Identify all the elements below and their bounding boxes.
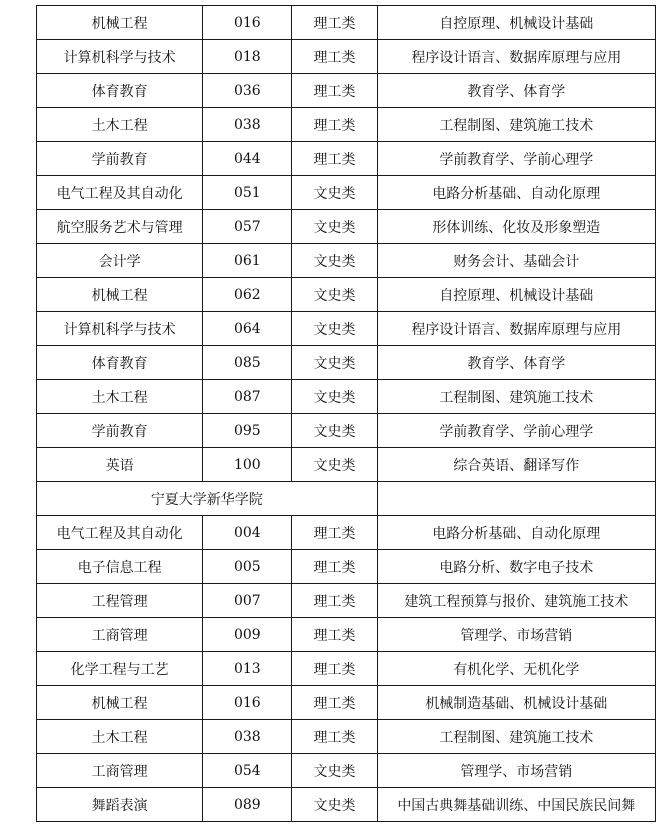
- major-code-cell: 061: [203, 244, 292, 278]
- major-name-cell: 土木工程: [37, 380, 203, 414]
- exam-subjects-cell: 电路分析、数字电子技术: [377, 550, 655, 584]
- major-code-cell: 018: [203, 40, 292, 74]
- exam-subjects-cell: 学前教育学、学前心理学: [377, 142, 655, 176]
- table-row: [37, 652, 656, 686]
- major-code-cell: 062: [203, 278, 292, 312]
- school-header-row: [37, 482, 656, 516]
- major-name-cell: 航空服务艺术与管理: [37, 210, 203, 244]
- major-name-cell: 英语: [37, 448, 203, 482]
- enrollment-table: [36, 5, 656, 822]
- major-name-cell: 电气工程及其自动化: [37, 516, 203, 550]
- major-code-cell: 064: [203, 312, 292, 346]
- exam-subjects-cell: 教育学、体育学: [377, 74, 655, 108]
- exam-subjects-cell: 工程制图、建筑施工技术: [377, 108, 655, 142]
- major-code-cell: 044: [203, 142, 292, 176]
- table-row: [37, 40, 656, 74]
- major-code-cell: 005: [203, 550, 292, 584]
- table-row: [37, 720, 656, 754]
- major-name-cell: 电气工程及其自动化: [37, 176, 203, 210]
- category-cell: 文史类: [292, 414, 377, 448]
- category-cell: 文史类: [292, 788, 377, 822]
- major-code-cell: 016: [203, 6, 292, 40]
- major-code-cell: 007: [203, 584, 292, 618]
- major-name-cell: 体育教育: [37, 346, 203, 380]
- category-cell: 理工类: [292, 74, 377, 108]
- exam-subjects-cell: 有机化学、无机化学: [377, 652, 655, 686]
- major-name-cell: 计算机科学与技术: [37, 40, 203, 74]
- table-row: [37, 516, 656, 550]
- exam-subjects-cell: 工程制图、建筑施工技术: [377, 720, 655, 754]
- category-cell: 文史类: [292, 380, 377, 414]
- major-code-cell: 038: [203, 108, 292, 142]
- major-name-cell: 工商管理: [37, 618, 203, 652]
- school-name-cell: 宁夏大学新华学院: [37, 482, 378, 516]
- category-cell: 理工类: [292, 720, 377, 754]
- exam-subjects-cell: 学前教育学、学前心理学: [377, 414, 655, 448]
- major-name-cell: 工程管理: [37, 584, 203, 618]
- exam-subjects-cell: 电路分析基础、自动化原理: [377, 176, 655, 210]
- exam-subjects-cell: 管理学、市场营销: [377, 754, 655, 788]
- table-row: [37, 142, 656, 176]
- major-code-cell: 004: [203, 516, 292, 550]
- category-cell: 理工类: [292, 108, 377, 142]
- major-name-cell: 电子信息工程: [37, 550, 203, 584]
- major-name-cell: 体育教育: [37, 74, 203, 108]
- table-row: [37, 108, 656, 142]
- category-cell: 理工类: [292, 686, 377, 720]
- table-row: [37, 788, 656, 822]
- table-row: [37, 6, 656, 40]
- category-cell: 理工类: [292, 618, 377, 652]
- major-code-cell: 036: [203, 74, 292, 108]
- category-cell: 理工类: [292, 40, 377, 74]
- major-code-cell: 057: [203, 210, 292, 244]
- category-cell: 理工类: [292, 516, 377, 550]
- exam-subjects-cell: 教育学、体育学: [377, 346, 655, 380]
- category-cell: 文史类: [292, 312, 377, 346]
- major-name-cell: 机械工程: [37, 6, 203, 40]
- major-code-cell: 089: [203, 788, 292, 822]
- major-name-cell: 工商管理: [37, 754, 203, 788]
- category-cell: 文史类: [292, 176, 377, 210]
- exam-subjects-cell: 程序设计语言、数据库原理与应用: [377, 312, 655, 346]
- major-name-cell: 计算机科学与技术: [37, 312, 203, 346]
- exam-subjects-cell: 中国古典舞基础训练、中国民族民间舞: [377, 788, 655, 822]
- exam-subjects-cell: 自控原理、机械设计基础: [377, 278, 655, 312]
- major-name-cell: 学前教育: [37, 414, 203, 448]
- major-name-cell: 土木工程: [37, 108, 203, 142]
- table-row: [37, 618, 656, 652]
- category-cell: 理工类: [292, 652, 377, 686]
- table-row: [37, 550, 656, 584]
- table-row: [37, 244, 656, 278]
- category-cell: 文史类: [292, 210, 377, 244]
- table-row: [37, 686, 656, 720]
- category-cell: 文史类: [292, 754, 377, 788]
- category-cell: 理工类: [292, 550, 377, 584]
- category-cell: 理工类: [292, 6, 377, 40]
- category-cell: 文史类: [292, 244, 377, 278]
- empty-cell: [377, 482, 655, 516]
- exam-subjects-cell: 建筑工程预算与报价、建筑施工技术: [377, 584, 655, 618]
- major-code-cell: 013: [203, 652, 292, 686]
- major-code-cell: 051: [203, 176, 292, 210]
- exam-subjects-cell: 管理学、市场营销: [377, 618, 655, 652]
- major-code-cell: 016: [203, 686, 292, 720]
- major-name-cell: 土木工程: [37, 720, 203, 754]
- table-row: [37, 584, 656, 618]
- table-row: [37, 74, 656, 108]
- major-name-cell: 学前教育: [37, 142, 203, 176]
- table-row: [37, 210, 656, 244]
- category-cell: 文史类: [292, 278, 377, 312]
- table-row: [37, 278, 656, 312]
- table-row: [37, 448, 656, 482]
- table-row: [37, 346, 656, 380]
- major-code-cell: 100: [203, 448, 292, 482]
- exam-subjects-cell: 综合英语、翻译写作: [377, 448, 655, 482]
- table-row: [37, 176, 656, 210]
- major-name-cell: 化学工程与工艺: [37, 652, 203, 686]
- exam-subjects-cell: 形体训练、化妆及形象塑造: [377, 210, 655, 244]
- table-row: [37, 312, 656, 346]
- major-code-cell: 085: [203, 346, 292, 380]
- category-cell: 理工类: [292, 142, 377, 176]
- major-name-cell: 机械工程: [37, 686, 203, 720]
- exam-subjects-cell: 工程制图、建筑施工技术: [377, 380, 655, 414]
- exam-subjects-cell: 自控原理、机械设计基础: [377, 6, 655, 40]
- table-row: [37, 380, 656, 414]
- major-name-cell: 舞蹈表演: [37, 788, 203, 822]
- major-code-cell: 087: [203, 380, 292, 414]
- major-code-cell: 038: [203, 720, 292, 754]
- major-name-cell: 会计学: [37, 244, 203, 278]
- exam-subjects-cell: 财务会计、基础会计: [377, 244, 655, 278]
- table-row: [37, 414, 656, 448]
- category-cell: 理工类: [292, 584, 377, 618]
- exam-subjects-cell: 机械制造基础、机械设计基础: [377, 686, 655, 720]
- category-cell: 文史类: [292, 346, 377, 380]
- category-cell: 文史类: [292, 448, 377, 482]
- major-code-cell: 095: [203, 414, 292, 448]
- exam-subjects-cell: 程序设计语言、数据库原理与应用: [377, 40, 655, 74]
- table-row: [37, 754, 656, 788]
- exam-subjects-cell: 电路分析基础、自动化原理: [377, 516, 655, 550]
- major-code-cell: 054: [203, 754, 292, 788]
- major-code-cell: 009: [203, 618, 292, 652]
- table-body: [37, 6, 656, 822]
- major-name-cell: 机械工程: [37, 278, 203, 312]
